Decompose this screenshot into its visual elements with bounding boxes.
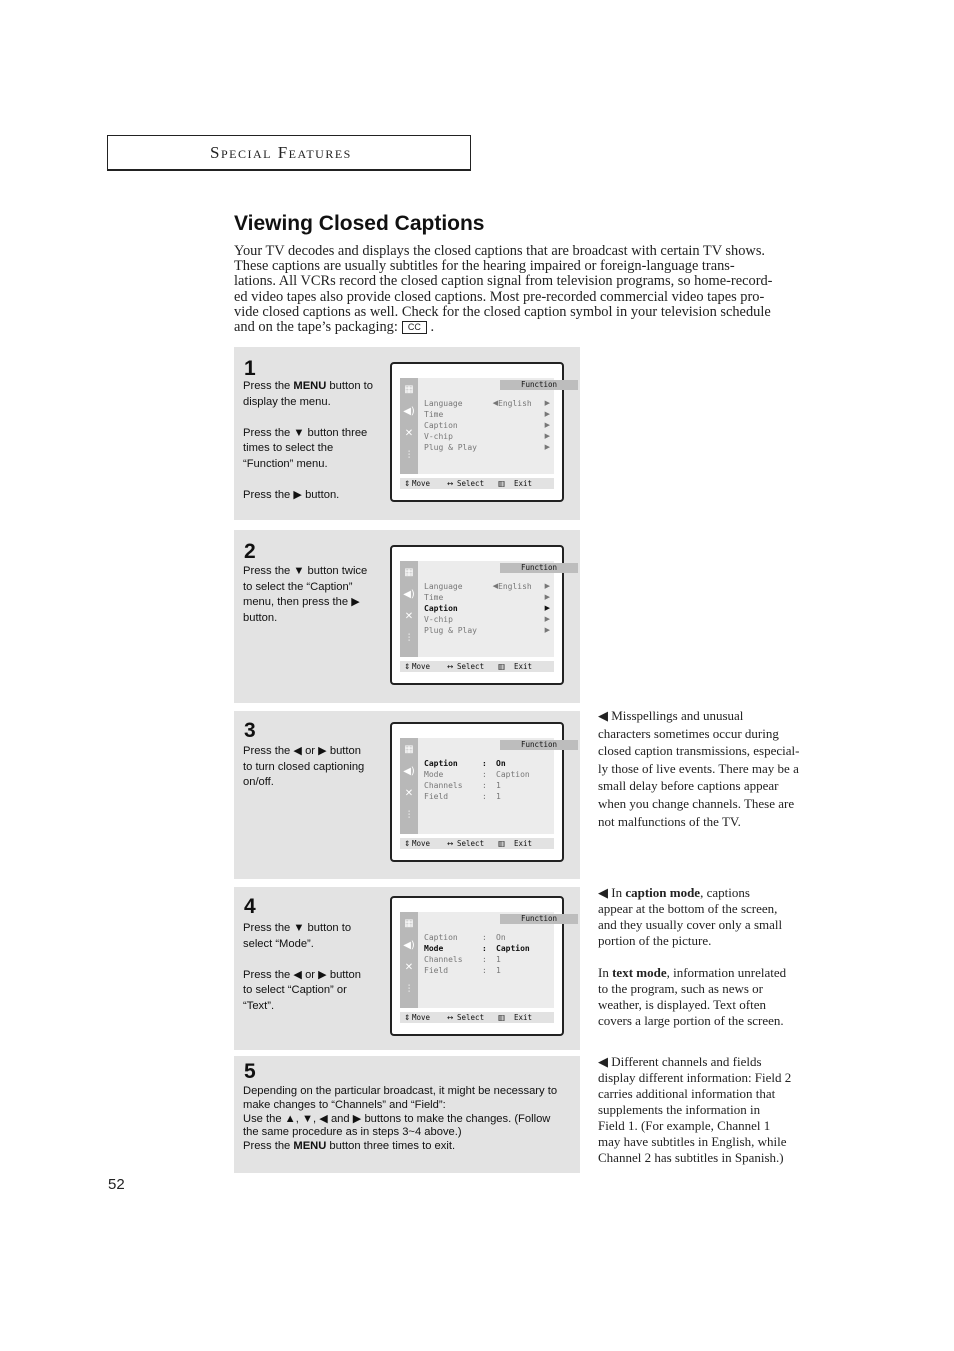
menu-row-label: Mode — [424, 944, 444, 953]
menu-row — [424, 791, 550, 802]
move-label: Move — [412, 1013, 431, 1022]
text-line — [243, 968, 361, 984]
exit-label: Exit — [514, 839, 533, 848]
text-segment: select “Mode”. — [243, 937, 314, 950]
exit-icon: ▥ — [498, 1013, 506, 1022]
text-line — [598, 1102, 834, 1118]
text-line — [243, 999, 361, 1015]
exit-label: Exit — [514, 479, 533, 488]
menu-row-separator: : — [482, 944, 487, 953]
menu-row-label: Caption — [424, 421, 458, 430]
text-line — [243, 760, 364, 776]
text-segment: ◀ Misspellings and unusual — [598, 708, 744, 723]
intro-end: . — [430, 319, 435, 336]
right-arrow-icon: ▶ — [544, 626, 550, 634]
text-line — [243, 379, 373, 395]
text-segment: the same procedure as in steps 3~4 above.) — [243, 1126, 462, 1139]
menu-row — [424, 603, 550, 614]
text-segment: ◀ Different channels and fields — [598, 1054, 762, 1069]
exit-icon: ▥ — [498, 662, 506, 671]
text-segment: may have subtitles in English, while — [598, 1134, 787, 1149]
text-segment: closed caption transmissions, especial- — [598, 743, 800, 759]
tv-menu-screen — [390, 362, 564, 502]
menu-row — [424, 943, 550, 954]
menu-panel — [418, 561, 558, 657]
menu-row-label: Language — [424, 399, 463, 408]
menu-row-value: English — [498, 582, 532, 591]
menu-footer — [400, 838, 554, 849]
channel-icon: ✕ — [404, 962, 414, 973]
text-line — [243, 921, 361, 937]
text-line — [598, 1054, 834, 1070]
text-segment: to select “Caption” or — [243, 984, 347, 997]
text-segment: carries additional information that — [598, 1086, 776, 1101]
menu-panel — [418, 738, 558, 834]
right-arrow-icon: ▶ — [544, 443, 550, 451]
menu-row-label: Channels — [424, 955, 463, 964]
step-instructions — [243, 379, 373, 504]
step-instructions — [243, 564, 367, 626]
menu-row — [424, 780, 550, 791]
channel-icon: ✕ — [404, 428, 414, 439]
select-icon: ↔ — [447, 839, 454, 848]
text-line — [243, 595, 367, 611]
menu-row-label: Caption — [424, 604, 458, 613]
exit-icon: ▥ — [498, 839, 506, 848]
menu-rows — [424, 758, 550, 802]
menu-row-label: Caption — [424, 759, 458, 768]
menu-row — [424, 932, 550, 943]
text-segment: make changes to “Channels” and “Field”: — [243, 1098, 446, 1111]
sound-icon: ◀) — [403, 940, 415, 951]
menu-footer — [400, 478, 554, 489]
menu-row-value: On — [496, 933, 506, 942]
menu-footer — [400, 661, 554, 672]
menu-row-separator: : — [482, 955, 487, 964]
step-1-panel — [234, 347, 580, 520]
menu-row-value: On — [496, 759, 506, 768]
text-line — [243, 744, 364, 760]
note-misspellings — [598, 707, 834, 830]
text-line — [598, 795, 834, 813]
move-label: Move — [412, 662, 431, 671]
step-instructions — [243, 921, 361, 1015]
text-segment: Press the ▶ button. — [243, 489, 340, 502]
menu-row — [424, 581, 550, 592]
text-segment: ◀ In — [598, 885, 626, 900]
menu-row — [424, 625, 550, 636]
menu-row — [424, 592, 550, 603]
picture-icon: ▦ — [404, 567, 414, 578]
text-line — [243, 1126, 557, 1140]
step-3-panel — [234, 711, 580, 879]
right-arrow-icon: ▶ — [544, 421, 550, 429]
select-icon: ↔ — [447, 479, 454, 488]
text-segment: covers a large portion of the screen. — [598, 1013, 784, 1028]
text-segment: Press the ◀ or ▶ button — [243, 968, 361, 981]
text-segment: and they usually cover only a small — [598, 917, 783, 932]
menu-row-value: English — [498, 399, 532, 408]
text-line — [243, 775, 364, 791]
step-number: 2 — [244, 540, 256, 563]
step-number: 5 — [244, 1060, 256, 1083]
move-label: Move — [412, 479, 431, 488]
text-line — [243, 488, 373, 504]
intro-last-text: and on the tape’s packaging: — [234, 319, 398, 336]
text-segment: characters sometimes occur during — [598, 725, 779, 741]
text-segment: Channel 2 has subtitles in Spanish.) — [598, 1150, 784, 1165]
menu-row-label: Caption — [424, 933, 458, 942]
move-icon: ⇕ — [404, 662, 411, 671]
menu-row — [424, 409, 550, 420]
right-arrow-icon: ▶ — [544, 399, 550, 407]
move-icon: ⇕ — [404, 839, 411, 848]
text-line — [598, 917, 834, 933]
menu-footer — [400, 1012, 554, 1023]
menu-row — [424, 398, 550, 409]
right-arrow-icon: ▶ — [544, 593, 550, 601]
text-line — [598, 813, 834, 831]
step-number: 3 — [244, 719, 256, 742]
menu-heading: Function — [500, 563, 578, 573]
menu-row-label: Time — [424, 410, 444, 419]
menu-row-label: Channels — [424, 781, 463, 790]
note-caption-modes — [598, 885, 834, 1029]
menu-heading: Function — [500, 380, 578, 390]
step-instructions — [243, 1085, 557, 1154]
menu-row-value: 1 — [496, 781, 501, 790]
text-segment: , captions — [700, 885, 750, 900]
function-icon: ⫶ — [407, 810, 411, 821]
menu-icon-column — [400, 912, 418, 1008]
picture-icon: ▦ — [404, 744, 414, 755]
text-line — [598, 901, 834, 917]
picture-icon: ▦ — [404, 384, 414, 395]
right-arrow-icon: ▶ — [544, 582, 550, 590]
text-line — [598, 1150, 834, 1166]
bold-term: caption mode — [625, 885, 701, 900]
text-line — [598, 949, 834, 965]
text-line — [243, 441, 373, 457]
text-segment: Press the — [243, 1140, 294, 1153]
text-line — [243, 611, 367, 627]
text-segment: Press the ▼ button three — [243, 426, 368, 439]
text-line — [243, 937, 361, 953]
select-label: Select — [457, 479, 485, 488]
move-icon: ⇕ — [404, 1013, 411, 1022]
function-icon: ⫶ — [407, 450, 411, 461]
cc-symbol: CC — [402, 321, 427, 334]
menu-panel — [418, 378, 558, 474]
step-5-panel — [234, 1056, 580, 1173]
menu-row-value: 1 — [496, 792, 501, 801]
exit-label: Exit — [514, 1013, 533, 1022]
text-line — [243, 410, 373, 426]
picture-icon: ▦ — [404, 918, 414, 929]
text-segment: when you change channels. These are — [598, 795, 795, 811]
text-segment: ly those of live events. There may be a — [598, 760, 799, 776]
text-segment: appear at the bottom of the screen, — [598, 901, 778, 916]
exit-label: Exit — [514, 662, 533, 671]
move-label: Move — [412, 839, 431, 848]
text-line — [243, 564, 367, 580]
text-line — [598, 933, 834, 949]
menu-icon-column — [400, 561, 418, 657]
page-title: Viewing Closed Captions — [234, 212, 485, 235]
text-segment: to the program, such as news or — [598, 981, 763, 996]
text-line — [598, 725, 834, 743]
menu-row — [424, 954, 550, 965]
menu-rows — [424, 398, 550, 453]
menu-row — [424, 769, 550, 780]
text-line — [598, 1086, 834, 1102]
sound-icon: ◀) — [403, 589, 415, 600]
step-4-panel — [234, 887, 580, 1050]
tv-menu-screen — [390, 896, 564, 1036]
menu-row — [424, 614, 550, 625]
intro-paragraph — [234, 244, 834, 335]
text-segment: In — [598, 965, 613, 980]
text-segment: small delay before captions appear — [598, 778, 779, 794]
text-segment: to select the “Caption” — [243, 580, 353, 593]
menu-icon-column — [400, 738, 418, 834]
step-number: 4 — [244, 895, 256, 918]
text-line — [243, 1099, 557, 1113]
menu-row-label: V-chip — [424, 432, 453, 441]
menu-row-separator: : — [482, 759, 487, 768]
text-segment: on/off. — [243, 776, 274, 789]
text-segment: button to — [326, 380, 373, 392]
text-line — [598, 1134, 834, 1150]
menu-row-label: Time — [424, 593, 444, 602]
bold-term: MENU — [293, 1140, 327, 1153]
left-arrow-icon: ◀ — [492, 399, 498, 407]
text-segment: display the menu. — [243, 395, 331, 408]
text-line — [598, 760, 834, 778]
text-segment: Press the ◀ or ▶ button — [243, 745, 361, 757]
text-line — [598, 1070, 834, 1086]
intro-line: These captions are usually subtitles for the hearing impaired or foreign-language trans- — [234, 258, 735, 275]
text-segment: not malfunctions of the TV. — [598, 813, 741, 829]
step-2-panel — [234, 530, 580, 703]
text-line — [243, 1140, 557, 1154]
text-line — [243, 395, 373, 411]
menu-row-value: Caption — [496, 770, 530, 779]
intro-line: Your TV decodes and displays the closed captions that are broadcast with certain TV shows. — [234, 243, 766, 259]
left-arrow-icon: ◀ — [492, 582, 498, 590]
menu-row — [424, 442, 550, 453]
menu-row-value: 1 — [496, 955, 501, 964]
channel-icon: ✕ — [404, 788, 414, 799]
text-line — [243, 457, 373, 473]
menu-row-label: Plug & Play — [424, 626, 477, 635]
text-line — [598, 777, 834, 795]
intro-line: ed video tapes also provide closed captions. Most pre-recorded commercial video tapes pro- — [234, 288, 765, 305]
menu-row — [424, 420, 550, 431]
menu-icon-column — [400, 378, 418, 474]
select-icon: ↔ — [447, 662, 454, 671]
menu-row-value: 1 — [496, 966, 501, 975]
text-line — [243, 473, 373, 489]
menu-rows — [424, 932, 550, 976]
sound-icon: ◀) — [403, 766, 415, 777]
text-line — [243, 952, 361, 968]
step-number: 1 — [244, 357, 256, 380]
text-segment: times to select the — [243, 442, 334, 455]
text-line — [243, 983, 361, 999]
sound-icon: ◀) — [403, 406, 415, 417]
text-line — [598, 981, 834, 997]
menu-row-separator: : — [482, 792, 487, 801]
text-segment: Press the — [243, 380, 294, 392]
text-segment: Press the ▼ button to — [243, 922, 352, 934]
text-segment: portion of the picture. — [598, 933, 712, 948]
right-arrow-icon: ▶ — [544, 432, 550, 440]
menu-row-value: Caption — [496, 944, 530, 953]
text-line — [598, 1118, 834, 1134]
channel-icon: ✕ — [404, 611, 414, 622]
menu-heading: Function — [500, 740, 578, 750]
menu-row-label: V-chip — [424, 615, 453, 624]
intro-line: vide closed captions as well. Check for the closed caption symbol in your television schedule — [234, 303, 771, 320]
text-line — [598, 1013, 834, 1029]
text-line — [598, 885, 834, 901]
text-line — [598, 742, 834, 760]
function-icon: ⫶ — [407, 633, 411, 644]
text-line — [243, 426, 373, 442]
text-segment: “Text”. — [243, 999, 275, 1012]
menu-row-separator: : — [482, 770, 487, 779]
text-segment: to turn closed captioning — [243, 760, 365, 773]
text-line — [243, 1085, 557, 1099]
menu-row-separator: : — [482, 966, 487, 975]
bold-term: text mode — [612, 965, 667, 980]
menu-row-label: Field — [424, 966, 449, 975]
intro-line: lations. All VCRs record the closed caption signal from television programs, so home-record- — [234, 273, 773, 290]
text-segment: Use the ▲, ▼, ◀ and ▶ buttons to make the changes. (Follow — [243, 1112, 551, 1125]
right-arrow-icon: ▶ — [544, 615, 550, 623]
menu-row-separator: : — [482, 933, 487, 942]
move-icon: ⇕ — [404, 479, 411, 488]
text-segment: supplements the information in — [598, 1102, 761, 1117]
tv-menu-screen — [390, 545, 564, 685]
select-label: Select — [457, 839, 485, 848]
right-arrow-icon: ▶ — [544, 604, 550, 612]
menu-row — [424, 758, 550, 769]
intro-line-last — [234, 320, 834, 335]
exit-icon: ▥ — [498, 479, 506, 488]
text-segment: menu, then press the ▶ — [243, 596, 360, 609]
right-arrow-icon: ▶ — [544, 410, 550, 418]
text-line — [243, 1113, 557, 1127]
text-segment: display different information: Field 2 — [598, 1070, 792, 1085]
text-segment: , information unrelated — [666, 965, 787, 980]
section-header: Special Features — [210, 143, 352, 162]
text-line — [243, 580, 367, 596]
text-line — [598, 707, 834, 725]
bold-term: MENU — [293, 380, 327, 392]
text-segment: Depending on the particular broadcast, it might be necessary to — [243, 1085, 558, 1097]
select-icon: ↔ — [447, 1013, 454, 1022]
menu-heading: Function — [500, 914, 578, 924]
text-line — [598, 997, 834, 1013]
tv-menu-screen — [390, 722, 564, 862]
select-label: Select — [457, 1013, 485, 1022]
select-label: Select — [457, 662, 485, 671]
menu-row — [424, 965, 550, 976]
text-segment: button three times to exit. — [326, 1140, 456, 1153]
menu-row-label: Language — [424, 582, 463, 591]
step-instructions — [243, 744, 364, 791]
menu-row-separator: : — [482, 781, 487, 790]
page-number: 52 — [108, 1176, 125, 1193]
menu-panel — [418, 912, 558, 1008]
text-line — [598, 965, 834, 981]
text-segment: weather, is displayed. Text often — [598, 997, 767, 1012]
menu-row-label: Plug & Play — [424, 443, 477, 452]
menu-rows — [424, 581, 550, 636]
menu-row — [424, 431, 550, 442]
function-icon: ⫶ — [407, 984, 411, 995]
text-segment: “Function” menu. — [243, 457, 328, 470]
text-segment: Field 1. (For example, Channel 1 — [598, 1118, 771, 1133]
text-segment: button. — [243, 611, 278, 624]
text-segment: Press the ▼ button twice — [243, 565, 368, 577]
menu-row-label: Mode — [424, 770, 444, 779]
note-channels-fields — [598, 1054, 834, 1166]
menu-row-label: Field — [424, 792, 449, 801]
